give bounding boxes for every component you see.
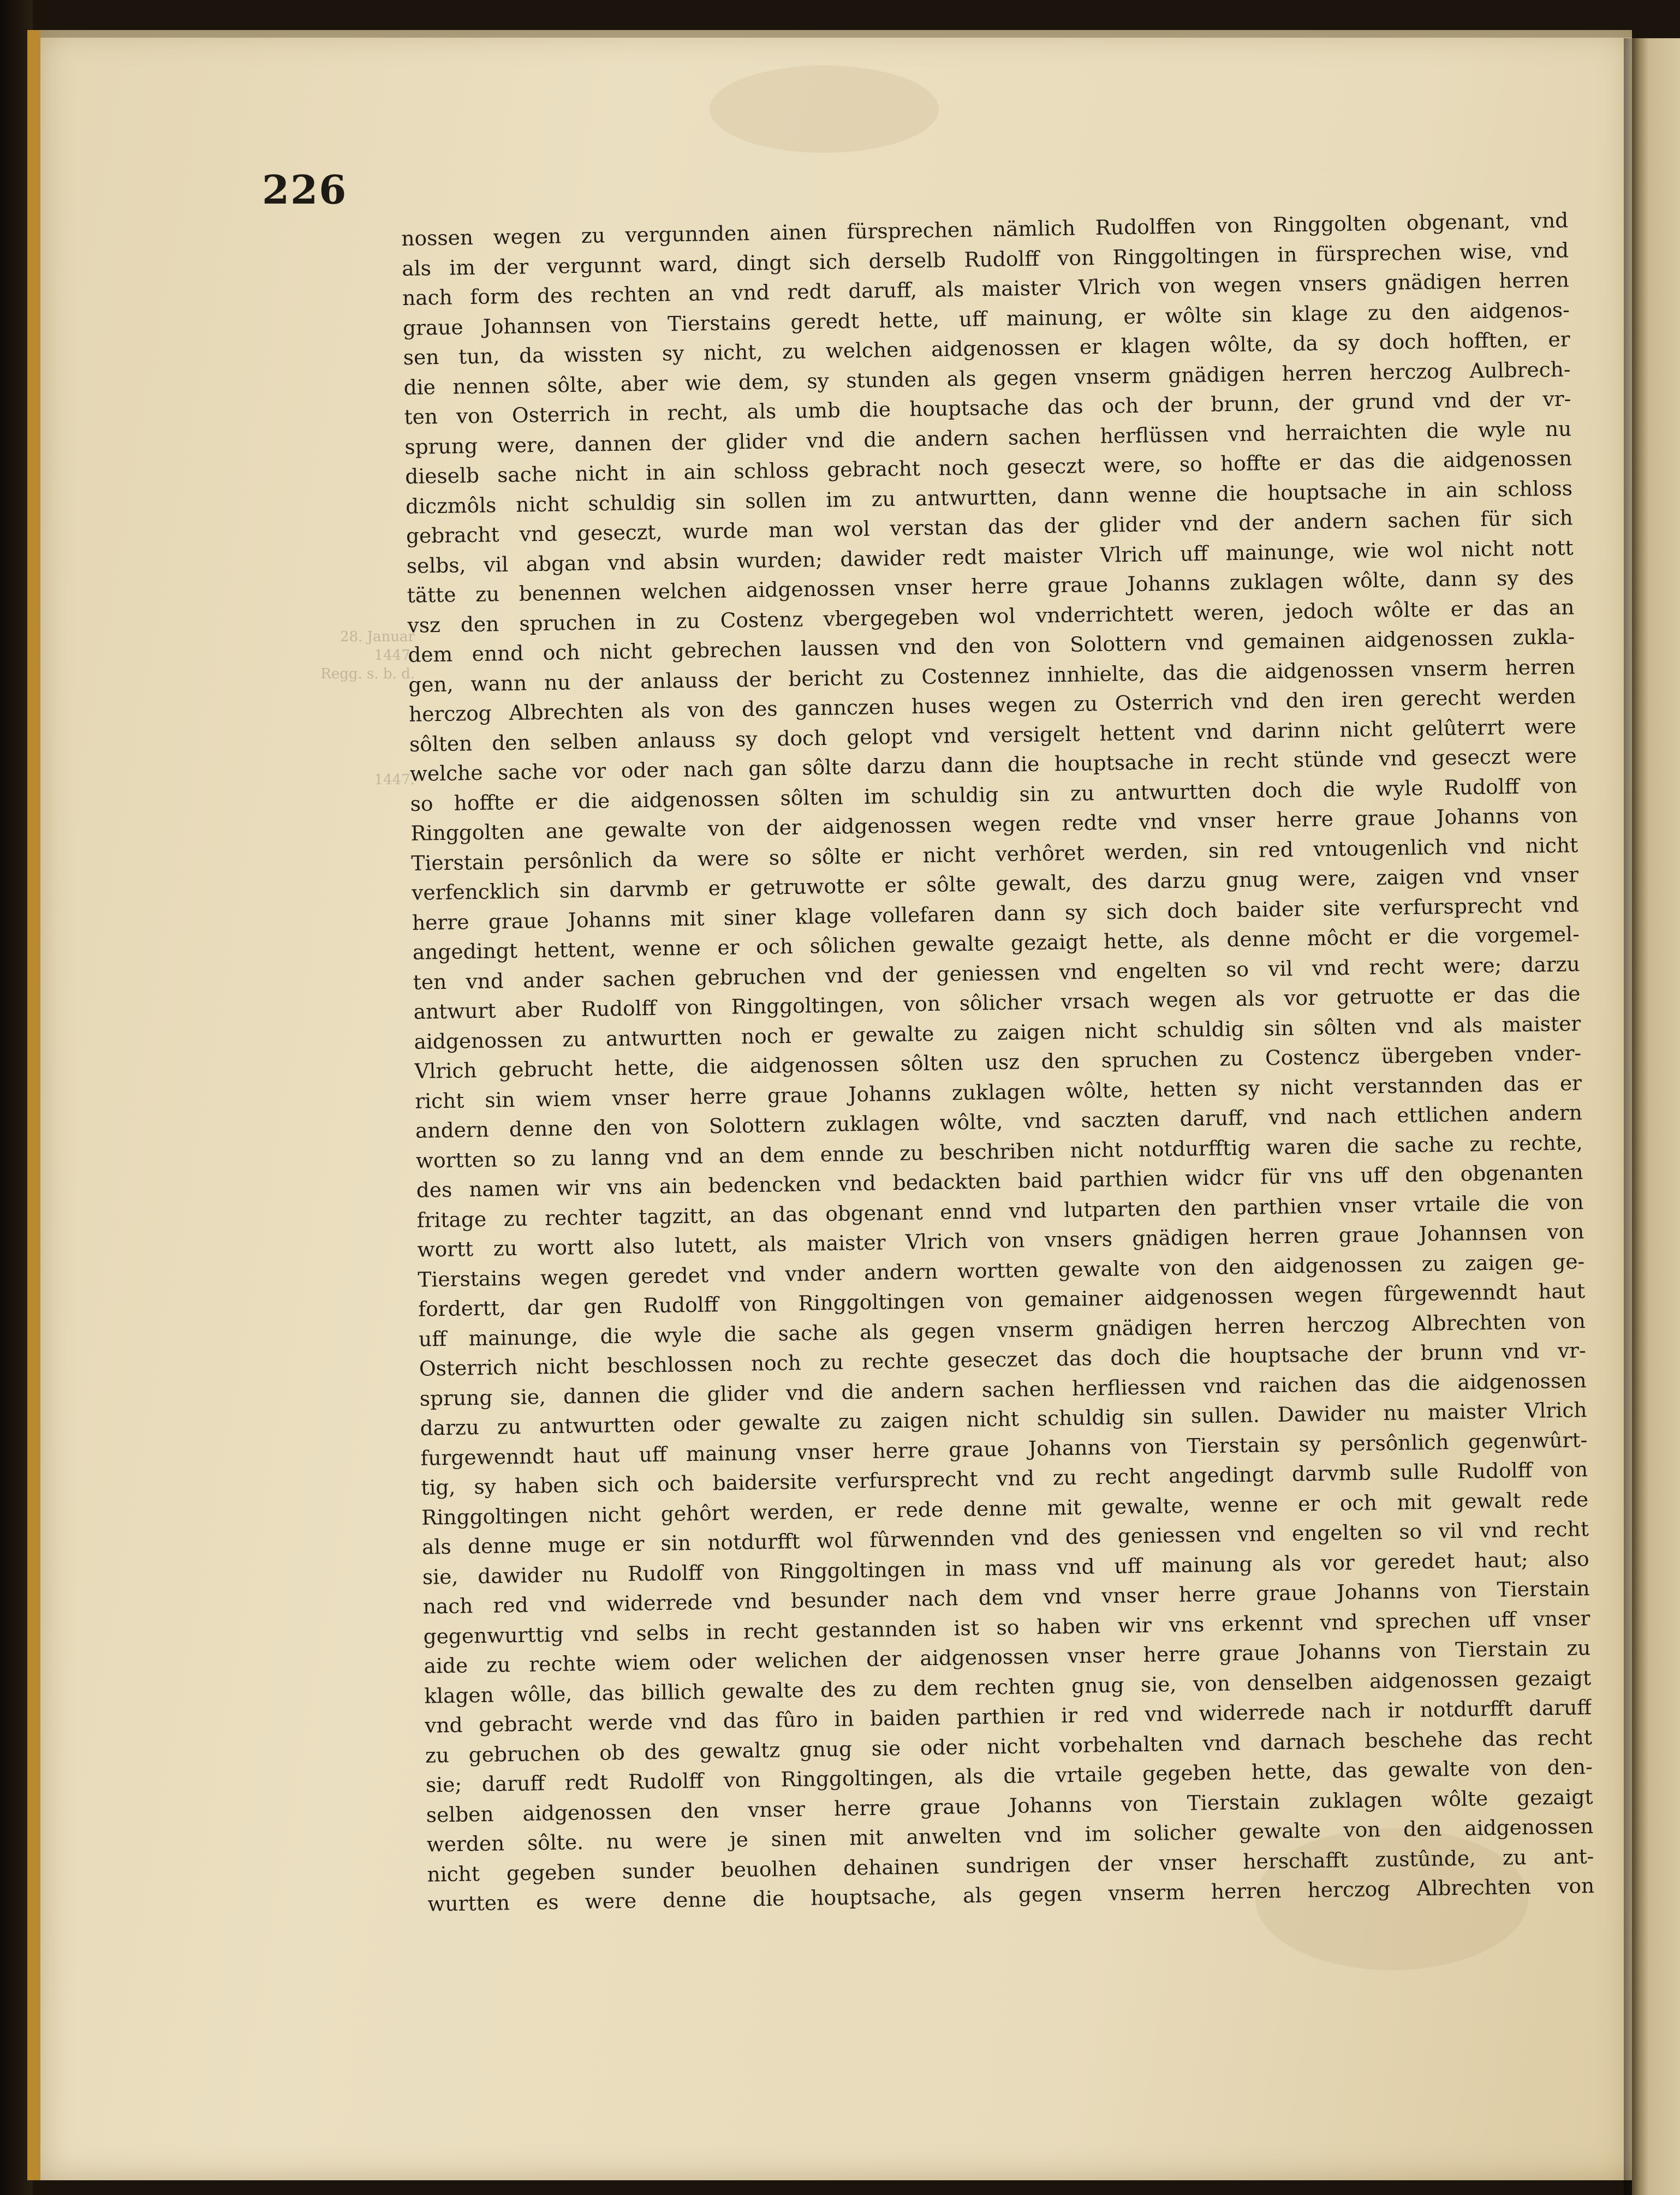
text-line: Ringgoltingen nicht gehôrt werden, er rede denne mit gewalte, wenne er och mit gewalt rede [421,1487,1589,1530]
text-line: wurtten es were denne die houptsache, als gegen vnserm herren herczog Albrechten von [427,1874,1595,1916]
text-line: selbs, vil abgan vnd absin wurden; dawider redt maister Vlrich uff mainunge, wie wol nicht nott [406,535,1574,578]
text-line: zu gebruchen ob des gewaltz gnug sie oder nicht vorbehalten vnd darnach beschehe das recht [425,1725,1593,1768]
text-line: als denne muge er sin notdurfft wol fûrwennden vnd des geniessen vnd engelten so vil vnd recht [421,1517,1589,1559]
text-line: tig, sy haben sich och baidersite verfursprecht vnd zu recht angedingt darvmb sulle Rudolff von [421,1457,1588,1500]
text-line: furgewenndt haut uff mainung vnser herre graue Johanns von Tierstain sy persônlich gegenwûrt- [420,1427,1588,1470]
text-line: herczog Albrechten als von des gannczen huses wegen zu Osterrich vnd den iren gerecht werden [408,684,1576,726]
text-line: richt sin wiem vnser herre graue Johanns zuklagen wôlte, hetten sy nicht verstannden das er [414,1070,1582,1113]
page-number: 226 [262,166,348,213]
page-top-edge [40,30,1632,38]
text-line: selben aidgenossen den vnser herre graue Johanns von Tierstain zuklagen wôlte gezaigt [426,1784,1593,1827]
text-line: sprung were, dannen der glider vnd die andern sachen herflüssen vnd herraichten die wyle nu [404,416,1572,459]
text-line: antwurt aber Rudolff von Ringgoltingen, von sôlicher vrsach wegen als vor getruotte er das die [413,981,1581,1024]
text-line: diczmôls nicht schuldig sin sollen im zu antwurtten, dann wenne die houptsache in ain schloss [405,475,1573,518]
text-line: Ringgolten ane gewalte von der aidgenossen wegen redte vnd vnser herre graue Johanns von [410,803,1578,845]
text-line: werden sôlte. nu were je sinen mit anwelten vnd im solicher gewalte von den aidgenossen [426,1814,1594,1857]
margin-notes [273,628,415,876]
text-line: wortten so zu lanng vnd an dem ennde zu beschriben nicht notdurfftig waren die sache zu rechte, [415,1130,1583,1173]
text-line: vsz den spruchen in zu Costenz vbergegeben wol vnderrichtett weren, jedoch wôlte er das an [407,594,1575,637]
text-line: graue Johannsen von Tierstains geredt hette, uff mainung, er wôlte sin klage zu den aidgenos- [402,297,1570,340]
text-line: uff mainunge, die wyle die sache als gegen vnserm gnädigen herren herczog Albrechten von [418,1308,1586,1351]
gutter-shadow [1624,38,1640,2195]
text-line: ten vnd ander sachen gebruchen vnd der geniessen vnd engelten so vil vnd recht were; darzu [413,951,1580,994]
text-line: herre graue Johanns mit siner klage vollefaren dann sy sich doch baider site verfursprecht vnd [412,892,1580,935]
margin-note-group [273,628,415,683]
text-line: sie; daruff redt Rudolff von Ringgoltingen, als die vrtaile gegeben hette, das gewalte von den- [425,1755,1593,1797]
text-line: tätte zu benennen welchen aidgenossen vnser herre graue Johanns zuklagen wôlte, dann sy des [407,565,1574,607]
text-line: fritage zu rechter tagzitt, an das obgenant ennd vnd lutparten den parthien vnser vrtaile die von [416,1189,1584,1232]
text-line: sprung sie, dannen die glider vnd die andern sachen herfliessen vnd raichen das die aidgenossen [419,1368,1587,1411]
margin-note-line: 1447. [374,772,415,788]
text-line: ten von Osterrich in recht, als umb die houptsache das och der brunn, der grund vnd der vr- [404,386,1571,429]
text-line: sie, dawider nu Rudolff von Ringgoltingen in mass vnd uff mainung als vor geredet haut; also [422,1546,1590,1589]
text-line: vnd gebracht werde vnd das fûro in baiden parthien ir red vnd widerrede nach ir notdurfft daruff [424,1695,1592,1738]
text-line: angedingt hettent, wenne er och sôlichen gewalte gezaigt hette, als denne môcht er die vorgemel- [412,922,1580,964]
text-line: nicht gegeben sunder beuolhen dehainen sundrigen der vnser herschafft zustûnde, zu ant- [427,1844,1594,1887]
text-line: wortt zu wortt also lutett, als maister Vlrich von vnsers gnädigen herren graue Johannsen von [417,1219,1584,1262]
text-line: klagen wôlle, das billich gewalte des zu dem rechten gnug sie, von denselben aidgenossen gezaigt [424,1665,1592,1708]
text-line: andern denne den von Solottern zuklagen wôlte, vnd saczten daruff, vnd nach ettlichen andern [415,1100,1583,1143]
text-line: fordertt, dar gen Rudolff von Ringgoltingen von gemainer aidgenossen wegen fûrgewenndt haut [418,1279,1586,1321]
text-line: Osterrich nicht beschlossen noch zu rechte geseczet das doch die houptsache der brunn vnd vr- [419,1338,1587,1381]
text-line: aide zu rechte wiem oder welichen der aidgenossen vnser herre graue Johanns von Tierstain zu [424,1636,1591,1678]
text-line: welche sache vor oder nach gan sôlte darzu dann die houptsache in recht stünde vnd geseczt were [409,743,1577,786]
text-line: aidgenossen zu antwurtten noch er gewalte zu zaigen nicht schuldig sin sôlten vnd als maister [414,1011,1581,1054]
text-line: verfencklich sin darvmb er getruwotte er sôlte gewalt, des darzu gnug were, zaigen vnd vnser [411,862,1579,905]
text-line: sen tun, da wissten sy nicht, zu welchen aidgenossen er klagen wôlte, da sy doch hofften, er [403,327,1570,369]
text-line: Tierstains wegen geredet vnd vnder andern wortten gewalte von den aidgenossen zu zaigen ge- [418,1249,1585,1292]
text-line: des namen wir vns ain bedencken vnd bedackten baid parthien widcr für vns uff den obgenanten [416,1160,1583,1202]
text-line: nach red vnd widerrede vnd besunder nach dem vnd vnser herre graue Johanns von Tierstain [422,1576,1590,1619]
body-text [401,205,1595,1919]
text-line: gebracht vnd geseczt, wurde man wol verstan das der glider vnd der andern sachen für sich [406,505,1574,548]
text-line: gen, wann nu der anlauss der bericht zu Costennez innhielte, das die aidgenossen vnserm herren [408,654,1576,697]
margin-note-group [273,771,415,789]
text-line: so hoffte er die aidgenossen sôlten im schuldig sin zu antwurtten doch die wyle Rudolff von [410,773,1577,816]
text-line: als im der vergunnt ward, dingt sich derselb Rudolff von Ringgoltingen in fürsprechen wise, vnd [401,237,1569,281]
text-line: nossen wegen zu vergunnden ainen fürsprechen nämlich Rudolffen von Ringgolten obgenant, vnd [401,208,1569,250]
text-line: Vlrich gebrucht hette, die aidgenossen sôlten usz den spruchen zu Costencz übergeben vnder- [414,1041,1582,1083]
text-line: Tierstain persônlich da were so sôlte er nicht verhôret werden, sin red vntougenlich vnd nicht [411,832,1578,875]
text-line: darzu zu antwurtten oder gewalte zu zaigen nicht schuldig sin sullen. Dawider nu maister Vlrich [420,1398,1587,1440]
text-line: dem ennd och nicht gebrechen laussen vnd den von Solottern vnd gemainen aidgenossen zukla- [408,624,1575,667]
margin-note-line: Regg. s. b. d. [320,666,415,682]
text-line: dieselb sache nicht in ain schloss gebracht noch geseczt were, so hoffte er das die aidgenossen [404,446,1572,488]
margin-note-line: 1447. [374,647,415,664]
text-line: die nennen sôlte, aber wie dem, sy stunden als gegen vnserm gnädigen herren herczog Aulbrech- [403,356,1571,399]
text-line: nach form des rechten an vnd redt daruff, als maister Vlrich von wegen vnsers gnädigen herren [402,267,1570,310]
margin-note-line: 28. Januar [340,629,415,645]
paper-stain [710,65,939,153]
text-line: sôlten den selben anlauss sy doch gelopt vnd versigelt hettent vnd darinn nicht gelûterrt were [409,713,1577,756]
text-line: gegenwurttig vnd selbs in recht gestannden ist so haben wir vns erkennt vnd sprechen uff vnser [423,1606,1590,1649]
